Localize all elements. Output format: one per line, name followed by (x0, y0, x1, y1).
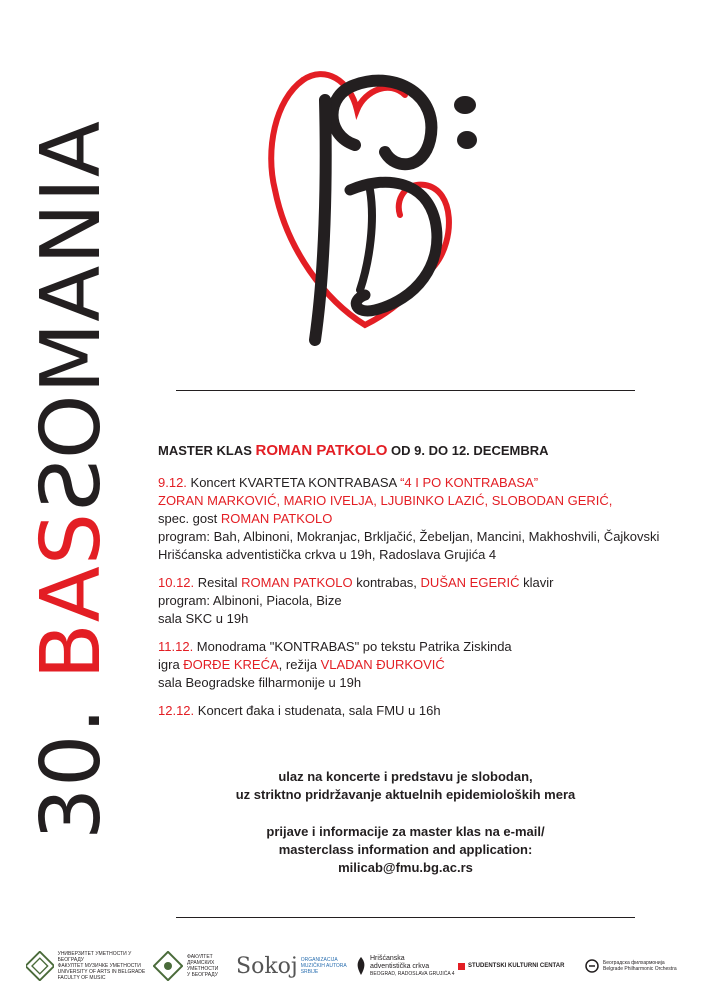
phil-line-2: Belgrade Philharmonic Orchestra (603, 966, 677, 972)
event-2-title: Resital (194, 575, 242, 590)
title-flipped-letter: S (24, 459, 119, 513)
entry-notice (176, 768, 635, 804)
top-divider (176, 390, 635, 391)
notice-line-1: ulaz na koncerte i predstavu je slobodan, (278, 769, 533, 784)
master-suffix: OD 9. DO 12. DECEMBRA (387, 443, 549, 458)
church-line-1: Hrišćanska (370, 955, 405, 962)
event-2-program: program: Albinoni, Piacola, Bize (158, 593, 342, 608)
fmu-line-3: UNIVERSITY OF ARTS IN BELGRADE (57, 969, 146, 975)
fdu-line-1: ФАКУЛТЕТ (187, 954, 213, 960)
title-red-part: BAS (24, 512, 119, 680)
church-logo (355, 945, 455, 987)
event-4-title: Koncert đaka i studenata, sala FMU u 16h (194, 703, 441, 718)
clef-dot-top (454, 96, 476, 114)
contact-line-2: masterclass information and application: (278, 842, 533, 857)
notice-line-2: uz striktno pridržavanje aktuelnih epidemioloških mera (235, 787, 576, 802)
title-rest: OMANIA (24, 120, 119, 460)
phil-line-1: Београдска филхармонија (603, 960, 665, 966)
skc-square-icon (458, 963, 465, 970)
vertical-title (24, 80, 120, 840)
event-2-date: 10.12. (158, 575, 195, 590)
event-1-guest-prefix: spec. gost (158, 511, 221, 526)
contact-line-1: prijave i informacije za master klas na e-mail/ (266, 824, 545, 839)
event-1-date: 9.12. (158, 475, 187, 490)
event-1-program: program: Bah, Albinoni, Mokranjac, Brkljačić, Žebeljan, Mancini, Makhoshvili, Čajkovski (158, 529, 660, 544)
event-3 (158, 638, 678, 692)
master-prefix: MASTER KLAS (158, 443, 256, 458)
black-clef-stem (315, 100, 326, 340)
event-2-venue: sala SKC u 19h (158, 611, 249, 626)
clef-dot-bottom (457, 131, 477, 149)
event-3-director-prefix: , režija (278, 657, 321, 672)
sokoj-line-2: MUZIČKIH AUTORA (300, 963, 347, 969)
event-4-date: 12.12. (158, 703, 195, 718)
sokoj-wordmark: Sokoj (236, 953, 298, 979)
fdu-line-3: УМЕТНОСТИ (187, 966, 219, 972)
event-1-players: ZORAN MARKOVIĆ, MARIO IVELJA, LJUBINKO LAZIĆ, SLOBODAN GERIĆ, (158, 493, 613, 508)
event-1-venue: Hrišćanska adventistička crkva u 19h, Radoslava Grujića 4 (158, 547, 497, 562)
skc-logo (458, 945, 576, 987)
event-1-title: Koncert KVARTETA KONTRABASA (186, 475, 401, 490)
fdu-line-2: ДРАМСКИХ (187, 960, 215, 966)
fdu-emblem-icon (153, 951, 183, 981)
fdu-logo (153, 945, 233, 987)
church-line-2: adventistička crkva (370, 963, 430, 970)
fmu-line-4: FACULTY OF MUSIC (57, 975, 106, 981)
fdu-line-4: У БЕОГРАДУ (187, 972, 218, 978)
fmu-line-2: ФАКУЛТЕТ МУЗИЧКЕ УМЕТНОСТИ (57, 963, 141, 969)
bass-clef-heart-logo (255, 40, 505, 360)
event-2-artist-2: DUŠAN EGERIĆ (420, 575, 520, 590)
program-content (158, 442, 678, 730)
bottom-divider (176, 917, 635, 918)
event-3-venue: sala Beogradske filharmonije u 19h (158, 675, 362, 690)
sokoj-line-3: SRBIJE (300, 969, 319, 975)
event-1 (158, 474, 678, 564)
contact-info (176, 823, 635, 877)
event-3-actor-prefix: igra (158, 657, 184, 672)
event-1-ensemble: “4 I PO KONTRABASA” (400, 475, 539, 490)
event-4 (158, 702, 678, 720)
fmu-logo (26, 945, 151, 987)
title-number: 30. (24, 679, 119, 840)
event-2-artist-1: ROMAN PATKOLO (241, 575, 353, 590)
event-3-director: VLADAN ĐURKOVIĆ (320, 657, 445, 672)
sokoj-line-1: ORGANIZACIJA (300, 957, 338, 963)
sokoj-logo (236, 945, 348, 987)
fmu-emblem-icon (26, 951, 54, 981)
master-name: ROMAN PATKOLO (255, 442, 388, 459)
sponsor-logos (0, 945, 707, 990)
event-3-actor: ĐORĐE KREĆA (183, 657, 279, 672)
philharmonic-logo (584, 945, 702, 987)
event-2 (158, 574, 678, 628)
black-clef-inner (360, 190, 372, 290)
skc-wordmark: STUDENTSKI KULTURNI CENTAR (468, 963, 565, 969)
event-3-date: 11.12. (158, 639, 194, 654)
event-2-instrument-2: klavir (519, 575, 554, 590)
philharmonic-icon (584, 958, 600, 974)
event-2-instrument-1: kontrabas, (352, 575, 421, 590)
black-clef-curl (333, 81, 432, 165)
contact-email[interactable]: milicab@fmu.bg.ac.rs (338, 860, 473, 875)
church-address: BEOGRAD, RADOSLAVA GRUJIĆA 4 (370, 971, 455, 977)
fmu-line-1: УНИВЕРЗИТЕТ УМЕТНОСТИ У БЕОГРАДУ (57, 951, 132, 963)
flame-icon (355, 956, 367, 976)
master-class-line (158, 442, 678, 460)
event-1-guest: ROMAN PATKOLO (220, 511, 333, 526)
event-3-title: Monodrama "KONTRABAS" po tekstu Patrika Ziskinda (193, 639, 512, 654)
